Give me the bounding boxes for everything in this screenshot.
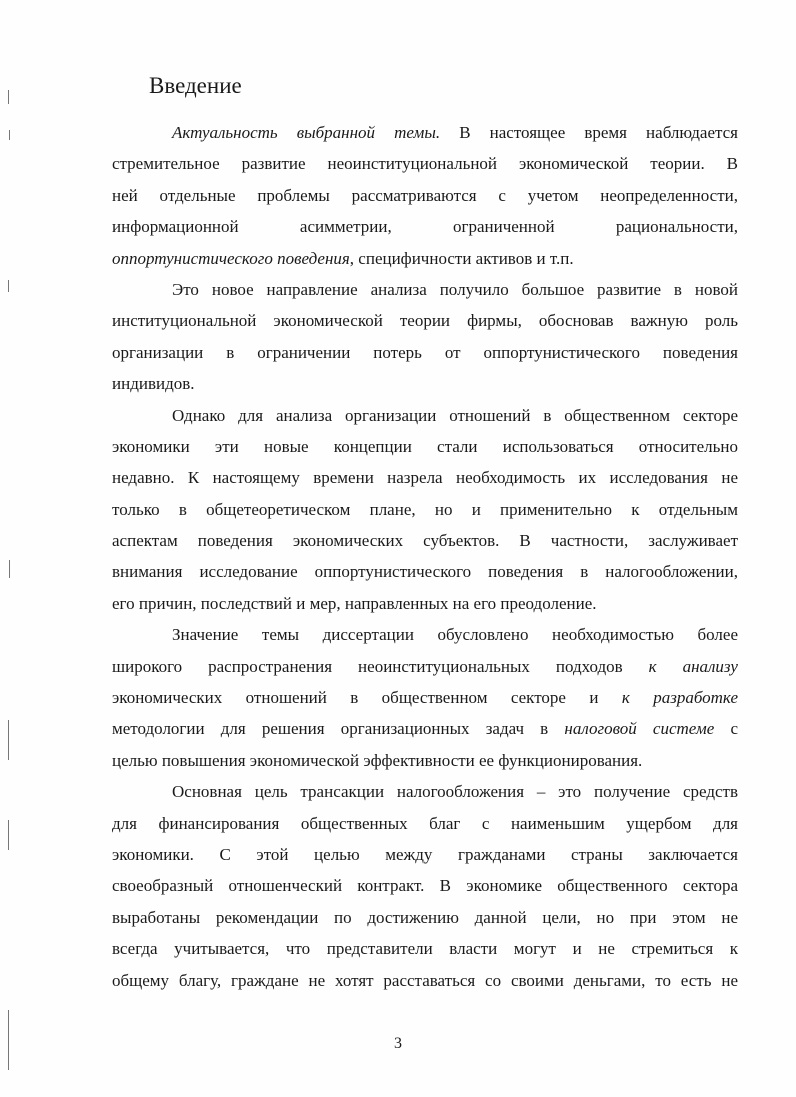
text-line bbox=[112, 965, 738, 996]
scan-artifact bbox=[8, 1010, 9, 1070]
text-line bbox=[112, 525, 738, 556]
text-run: выработаны рекомендации по достижению данной цели, но при этом не bbox=[112, 907, 738, 927]
text-line bbox=[112, 462, 738, 493]
scan-artifact bbox=[8, 90, 9, 104]
text-line bbox=[112, 148, 738, 179]
text-line bbox=[112, 274, 738, 305]
text-line bbox=[112, 808, 738, 839]
text-line bbox=[112, 556, 738, 587]
text-line bbox=[112, 933, 738, 964]
text-line bbox=[112, 870, 738, 901]
text-line bbox=[112, 588, 738, 619]
text-line bbox=[112, 839, 738, 870]
text-run: экономики эти новые концепции стали использоваться относительно bbox=[112, 436, 738, 456]
text-line bbox=[112, 400, 738, 431]
scan-artifact bbox=[9, 560, 10, 578]
text-line bbox=[112, 494, 738, 525]
section-heading: Введение bbox=[149, 73, 242, 98]
text-line bbox=[112, 902, 738, 933]
text-line bbox=[112, 180, 738, 211]
italic-text: к разработке bbox=[621, 688, 739, 708]
italic-text: Актуальность выбранной темы. bbox=[172, 123, 441, 142]
italic-text: налоговой системе bbox=[564, 719, 715, 739]
text-run: широкого распространения неоинституциональных подходов bbox=[112, 656, 649, 676]
paragraph bbox=[112, 776, 738, 996]
italic-text: к анализу bbox=[648, 656, 738, 676]
text-run: экономики. С этой целью между гражданами страны заключается bbox=[112, 844, 738, 864]
text-run: институциональной экономической теории фирмы, обосновав важную роль bbox=[112, 311, 738, 331]
text-run: внимания исследование оппортунистического поведения в налогообложении, bbox=[112, 562, 738, 582]
text-run: для финансирования общественных благ с наименьшим ущербом для bbox=[112, 813, 738, 833]
text-line bbox=[112, 337, 738, 368]
text-line bbox=[112, 776, 738, 807]
text-run: индивидов. bbox=[112, 374, 195, 394]
text-line bbox=[112, 431, 738, 462]
text-line bbox=[112, 305, 738, 336]
text-run: Это новое направление анализа получило большое развитие в новой bbox=[172, 279, 738, 299]
text-run: только в общетеоретическом плане, но и применительно к отдельным bbox=[112, 499, 738, 519]
paragraph bbox=[112, 274, 738, 400]
text-line bbox=[112, 211, 738, 242]
text-run: Значение темы диссертации обусловлено необходимостью более bbox=[172, 625, 738, 645]
paragraph bbox=[112, 117, 738, 274]
text-run: информационной асимметрии, ограниченной рациональности, bbox=[112, 217, 738, 237]
text-run: ней отдельные проблемы рассматриваются с учетом неопределенности, bbox=[112, 185, 738, 205]
text-run: В настоящее время наблюдается bbox=[440, 123, 738, 142]
text-run: недавно. К настоящему времени назрела необходимость их исследования не bbox=[112, 468, 738, 488]
text-run: , специфичности активов и т.п. bbox=[349, 248, 574, 268]
text-line bbox=[112, 713, 738, 744]
text-run: организации в ограничении потерь от оппортунистического поведения bbox=[112, 342, 738, 362]
text-line bbox=[112, 117, 738, 148]
italic-text: оппортунистического поведения bbox=[112, 248, 350, 268]
text-run: целью повышения экономической эффективности ее функционирования. bbox=[112, 750, 643, 770]
text-run: Основная цель трансакции налогообложения – это получение средств bbox=[172, 782, 738, 802]
text-line bbox=[112, 243, 738, 274]
body-text bbox=[112, 117, 738, 996]
text-line bbox=[112, 682, 738, 713]
text-run: его причин, последствий и мер, направленных на его преодоление. bbox=[112, 593, 597, 613]
paragraph bbox=[112, 400, 738, 620]
text-run: общему благу, граждане не хотят расставаться со своими деньгами, то есть не bbox=[112, 970, 738, 990]
text-run: с bbox=[714, 719, 739, 739]
scan-artifact bbox=[8, 280, 9, 292]
page-number: 3 bbox=[394, 1035, 402, 1052]
text-run: всегда учитывается, что представители власти могут и не стремиться к bbox=[112, 939, 738, 959]
text-line bbox=[112, 368, 738, 399]
text-run: методологии для решения организационных задач в bbox=[112, 719, 565, 739]
text-run: стремительное развитие неоинституциональной экономической теории. В bbox=[112, 154, 738, 174]
text-run: Однако для анализа организации отношений в общественном секторе bbox=[172, 405, 738, 425]
text-line bbox=[112, 745, 738, 776]
text-run: экономических отношений в общественном секторе и bbox=[112, 688, 622, 708]
text-line bbox=[112, 619, 738, 650]
scan-artifact bbox=[8, 720, 9, 760]
paragraph bbox=[112, 619, 738, 776]
text-run: своеобразный отношенческий контракт. В экономике общественного сектора bbox=[112, 876, 738, 896]
scan-artifact bbox=[9, 130, 10, 140]
text-run: аспектам поведения экономических субъектов. В частности, заслуживает bbox=[112, 531, 738, 551]
scan-artifact bbox=[8, 820, 9, 850]
text-line bbox=[112, 651, 738, 682]
